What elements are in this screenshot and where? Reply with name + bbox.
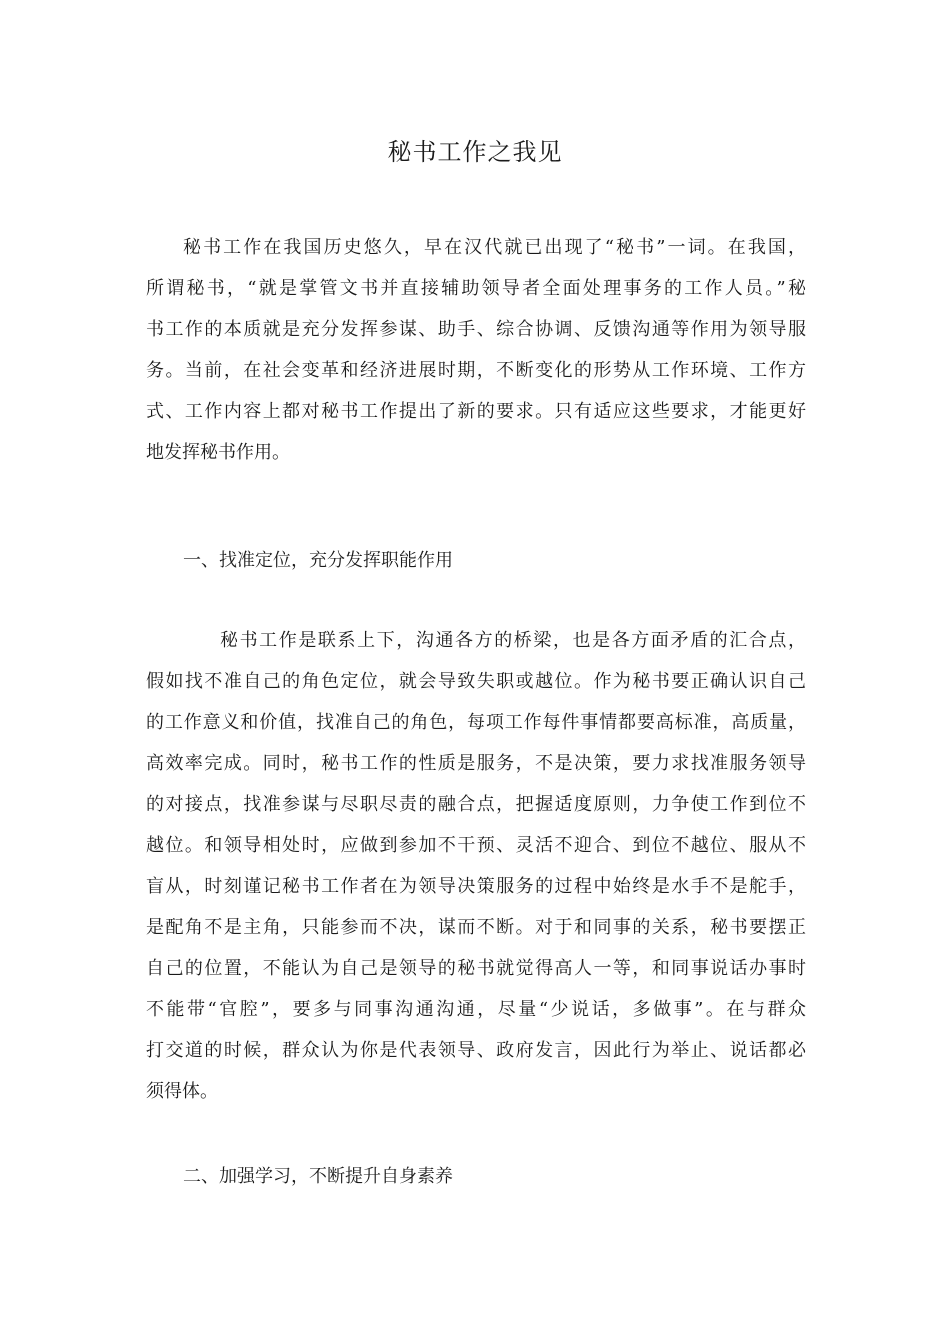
intro-line: 务。当前，在社会变革和经济进展时期，不断变化的形势从工作环境、工作方: [146, 360, 806, 381]
document-title: 秘书工作之我见: [387, 138, 563, 166]
intro-line: 式、工作内容上都对秘书工作提出了新的要求。只有适应这些要求，才能更好: [146, 401, 806, 422]
section-heading-2: 二、加强学习，不断提升自身素养: [183, 1166, 453, 1187]
section1-line: 秘书工作是联系上下，沟通各方的桥梁，也是各方面矛盾的汇合点，: [220, 630, 806, 651]
intro-line: 书工作的本质就是充分发挥参谋、助手、综合协调、反馈沟通等作用为领导服: [146, 319, 806, 340]
section1-line: 越位。和领导相处时，应做到参加不干预、灵活不迎合、到位不越位、服从不: [146, 835, 806, 856]
intro-line: 所谓秘书，“就是掌管文书并直接辅助领导者全面处理事务的工作人员。”秘: [146, 278, 806, 299]
section1-line: 自己的位置，不能认为自己是领导的秘书就觉得高人一等，和同事说话办事时: [146, 958, 806, 979]
intro-line: 秘书工作在我国历史悠久，早在汉代就已出现了“秘书”一词。在我国，: [183, 237, 806, 258]
section1-line: 盲从，时刻谨记秘书工作者在为领导决策服务的过程中始终是水手不是舵手，: [146, 876, 806, 897]
section1-line: 是配角不是主角，只能参而不决，谋而不断。对于和同事的关系，秘书要摆正: [146, 917, 806, 938]
section1-line: 打交道的时候，群众认为你是代表领导、政府发言，因此行为举止、说话都必: [146, 1040, 806, 1061]
section1-line: 须得体。: [146, 1081, 218, 1102]
section-heading-1: 一、找准定位，充分发挥职能作用: [183, 550, 453, 571]
section1-line: 高效率完成。同时，秘书工作的性质是服务，不是决策，要力求找准服务领导: [146, 753, 806, 774]
intro-line: 地发挥秘书作用。: [146, 442, 290, 463]
section1-line: 假如找不准自己的角色定位，就会导致失职或越位。作为秘书要正确认识自己: [146, 671, 806, 692]
section1-line: 的工作意义和价值，找准自己的角色，每项工作每件事情都要高标准，高质量，: [146, 712, 806, 733]
section1-line: 的对接点，找准参谋与尽职尽责的融合点，把握适度原则，力争使工作到位不: [146, 794, 806, 815]
section1-line: 不能带“官腔”，要多与同事沟通沟通，尽量“少说话，多做事”。在与群众: [146, 999, 806, 1020]
